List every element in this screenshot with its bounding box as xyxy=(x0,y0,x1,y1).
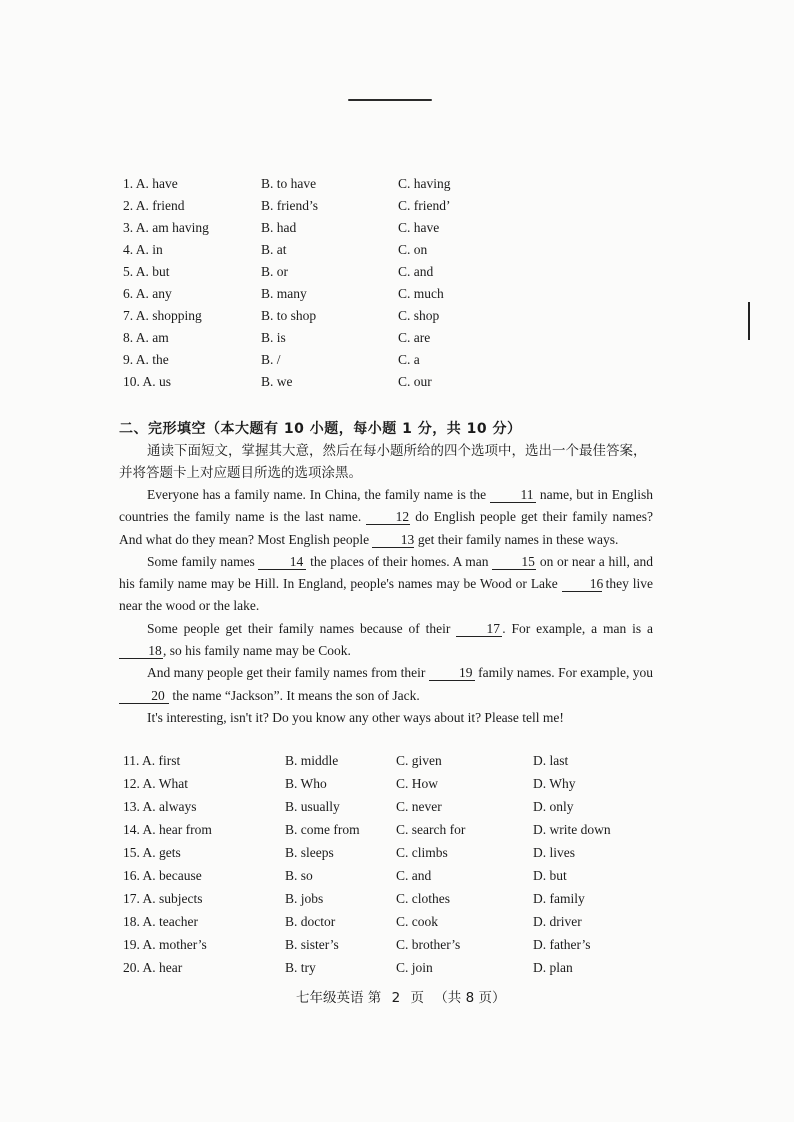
option-d: D. family xyxy=(533,891,585,906)
option-c: C. and xyxy=(396,868,432,883)
option-b: B. we xyxy=(261,374,293,389)
option-b: B. sister’s xyxy=(285,937,339,952)
option-a: 18. A. teacher xyxy=(123,914,198,929)
option-a: 13. A. always xyxy=(123,799,197,814)
option-b: B. many xyxy=(261,286,307,301)
option-c: C. a xyxy=(398,352,420,367)
option-d: D. father’s xyxy=(533,937,591,952)
option-a: 1. A. have xyxy=(123,176,178,191)
option-c: C. and xyxy=(398,264,434,279)
blank-11: 11 xyxy=(490,487,536,503)
footer-page-unit: 页 xyxy=(410,990,424,1006)
option-a: 2. A. friend xyxy=(123,198,185,213)
option-b: B. friend’s xyxy=(261,198,318,213)
option-c: C. join xyxy=(396,960,433,975)
blank-17: 17 xyxy=(456,621,502,637)
option-a: 8. A. am xyxy=(123,330,169,345)
blank-13: 13 xyxy=(372,532,414,548)
blank-19: 19 xyxy=(429,665,475,681)
option-c: C. on xyxy=(398,242,428,257)
option-d: D. but xyxy=(533,868,567,883)
passage-paragraph: Some family names 14 the places of their homes. A man 15 on or near a hill, and his family name may be Hill. In England, people's names may be Wood or Lake 16 they live near the wood or the lake. xyxy=(119,553,653,614)
option-b: B. try xyxy=(285,960,316,975)
option-d: D. write down xyxy=(533,822,611,837)
option-b: B. sleeps xyxy=(285,845,334,860)
option-b: B. to have xyxy=(261,176,317,191)
option-d: D. only xyxy=(533,799,574,814)
option-a: 10. A. us xyxy=(123,374,172,389)
option-d: D. Why xyxy=(533,776,576,791)
option-a: 9. A. the xyxy=(123,352,169,367)
option-c: C. How xyxy=(396,776,439,791)
margin-mark xyxy=(748,302,750,340)
option-a: 6. A. any xyxy=(123,286,172,301)
option-a: 14. A. hear from xyxy=(123,822,212,837)
passage-paragraph: Some people get their family names because of their 17 . For example, a man is a 18, so his family name may be Cook. xyxy=(119,618,653,663)
section2-heading: 二、完形填空（本大题有 10 小题，每小题 1 分，共 10 分） xyxy=(119,421,522,437)
option-c: C. brother’s xyxy=(396,937,461,952)
option-b: B. or xyxy=(261,264,288,279)
option-a: 20. A. hear xyxy=(123,960,183,975)
blank-16: 16 xyxy=(562,576,602,592)
top-rule xyxy=(348,99,432,101)
option-c: C. have xyxy=(398,220,440,235)
cloze-passage xyxy=(119,484,653,729)
option-a: 11. A. first xyxy=(123,753,181,768)
option-c: C. much xyxy=(398,286,444,301)
option-d: D. plan xyxy=(533,960,573,975)
option-b: B. at xyxy=(261,242,287,257)
section2-instructions: 通读下面短文，掌握其大意，然后在每小题所给的四个选项中，选出一个最佳答案，并将答题卡上对应题目所选的选项涂黑。 xyxy=(119,443,647,481)
option-c: C. having xyxy=(398,176,451,191)
passage-paragraph: It's interesting, isn't it? Do you know any other ways about it? Please tell me! xyxy=(147,709,564,725)
option-c: C. clothes xyxy=(396,891,450,906)
footer-total-pages: （共 8 页） xyxy=(434,990,506,1006)
option-b: B. Who xyxy=(285,776,327,791)
option-b: B. had xyxy=(261,220,297,235)
blank-15: 15 xyxy=(492,554,536,570)
option-c: C. search for xyxy=(396,822,466,837)
option-d: D. driver xyxy=(533,914,582,929)
option-a: 15. A. gets xyxy=(123,845,181,860)
page-footer xyxy=(296,986,511,1006)
option-c: C. our xyxy=(398,374,432,389)
option-c: C. given xyxy=(396,753,442,768)
option-a: 3. A. am having xyxy=(123,220,209,235)
option-b: B. jobs xyxy=(285,891,324,906)
option-a: 17. A. subjects xyxy=(123,891,203,906)
blank-14: 14 xyxy=(258,554,306,570)
passage-paragraph: And many people get their family names from their 19 family names. For example, you 20 the name “Jackson”. It means the son of Jack. xyxy=(119,662,653,707)
option-a: 19. A. mother’s xyxy=(123,937,207,952)
blank-12: 12 xyxy=(366,509,410,525)
option-b: B. to shop xyxy=(261,308,317,323)
footer-page-number: 2 xyxy=(391,990,401,1006)
blank-20: 20 xyxy=(119,688,169,704)
option-c: C. shop xyxy=(398,308,440,323)
option-a: 16. A. because xyxy=(123,868,202,883)
option-c: C. friend’ xyxy=(398,198,451,213)
option-c: C. climbs xyxy=(396,845,448,860)
option-d: D. lives xyxy=(533,845,575,860)
option-b: B. usually xyxy=(285,799,340,814)
option-b: B. doctor xyxy=(285,914,336,929)
option-b: B. / xyxy=(261,352,281,367)
option-b: B. middle xyxy=(285,753,339,768)
option-b: B. is xyxy=(261,330,286,345)
option-b: B. come from xyxy=(285,822,360,837)
option-c: C. cook xyxy=(396,914,438,929)
option-c: C. never xyxy=(396,799,442,814)
option-a: 7. A. shopping xyxy=(123,308,202,323)
passage-paragraph: Everyone has a family name. In China, the family name is the 11 name, but in English countries the family name is the last name. 12 do English people get their family names? And what do they mean? Most English people 13 get their family names in these ways. xyxy=(119,487,653,547)
option-a: 5. A. but xyxy=(123,264,170,279)
option-a: 12. A. What xyxy=(123,776,188,791)
option-a: 4. A. in xyxy=(123,242,163,257)
option-c: C. are xyxy=(398,330,431,345)
option-d: D. last xyxy=(533,753,569,768)
option-b: B. so xyxy=(285,868,313,883)
blank-18: 18 xyxy=(119,643,163,659)
footer-subject: 七年级英语 第 xyxy=(296,990,382,1006)
